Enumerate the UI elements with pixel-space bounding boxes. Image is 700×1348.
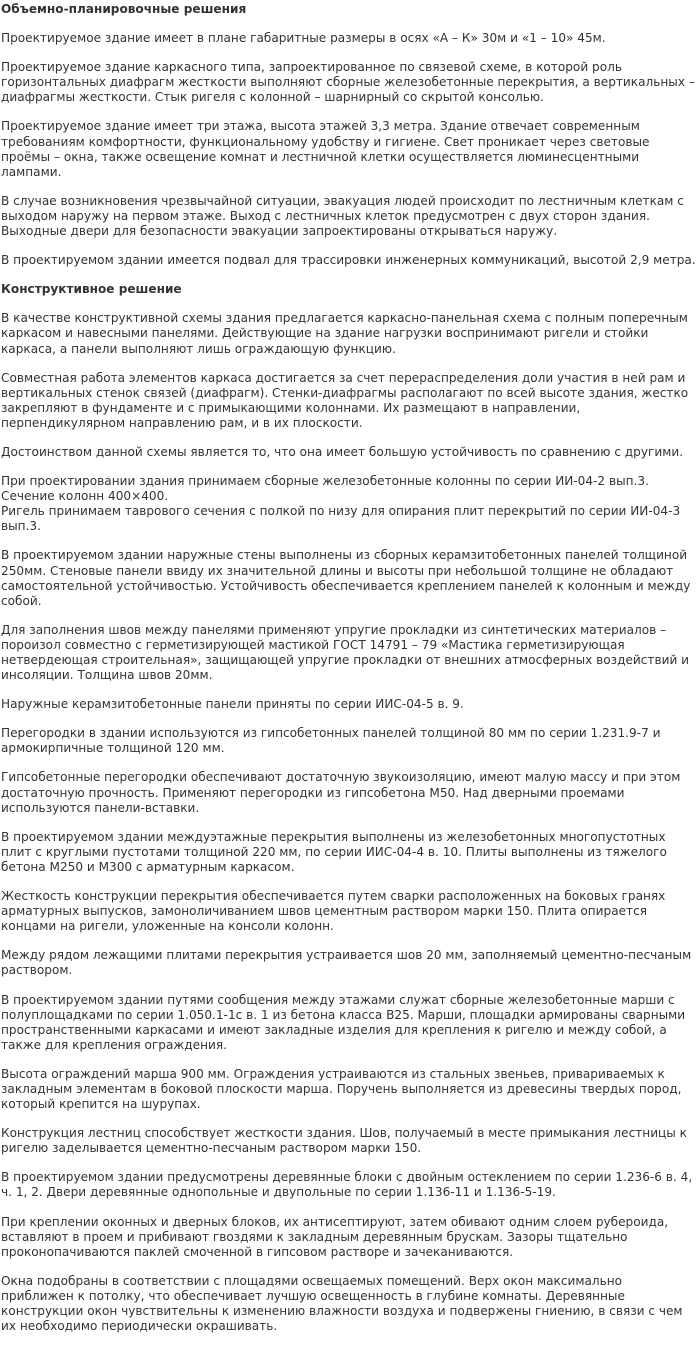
paragraph: В качестве конструктивной схемы здания предлагается каркасно-панельная схема с полным поперечным каркасом и навесными панелями. Действующие на здание нагрузки воспринимают ригели и стойки каркаса, а панели выполняют лишь ограждающую функцию.: [1, 311, 688, 356]
paragraph: Наружные керамзитобетонные панели приняты по серии ИИС-04-5 в. 9.: [1, 697, 464, 712]
paragraph: Окна подобраны в соответствии с площадями освещаемых помещений. Верх окон максимально приближен к потолку, что обеспечивает лучшую освещенность в глубине комнаты. Деревянные конструкции окон чувствительны к изменению влажности воздуха и подвержены гниению, в связи с чем их необходимо периодически окрашивать.: [1, 1273, 683, 1334]
paragraph: В проектируемом здании путями сообщения между этажами служат сборные железобетонные марши с полуплощадками по серии 1.050.1-1с в. 1 из бетона класса В25. Марши, площадки армированы сварными пространственными каркасами и имеют закладные изделия для крепления к ригелю и между собой, а также для крепления ограждения.: [1, 992, 686, 1052]
paragraph: Гипсобетонные перегородки обеспечивают достаточную звукоизоляцию, имеют малую массу и при этом достаточную прочность. Применяют перегородки из гипсобетона М50. Над дверными проемами используются панели-вставки.: [1, 770, 681, 815]
paragraph: Проектируемое здание имеет в плане габаритные размеры в осях «А – К» 30м и «1 – 10» 45м.: [1, 31, 606, 46]
paragraph: Между рядом лежащими плитами перекрытия устраивается шов 20 мм, заполняемый цементно-песчаным раствором.: [1, 948, 692, 978]
section-heading-structure: Конструктивное решение: [1, 282, 182, 297]
paragraph: Достоинством данной схемы является то, что она имеет большую устойчивость по сравнению с другими.: [1, 444, 684, 459]
paragraph: Перегородки в здании используются из гипсобетонных панелей толщиной 80 мм по серии 1.231.9-7 и армокирпичные толщиной 120 мм.: [1, 726, 661, 756]
paragraph: Проектируемое здание имеет три этажа, высота этажей 3,3 метра. Здание отвечает современным требованиям комфортности, функциональному удобству и гигиене. Свет проникает через световые проёмы – окна, также освещение комнат и лестничной клетки осуществляется люминесцентными лампами.: [1, 119, 650, 179]
paragraph: Проектируемое здание каркасного типа, запроектированное по связевой схеме, в которой роль горизонтальных диафрагм жесткости выполняют сборные железобетонные перекрытия, а вертикальных – диафрагмы жесткости. Стык ригеля с колонной – шарнирный со скрытой консолью.: [1, 60, 695, 105]
paragraph: Конструкция лестниц способствует жесткости здания. Шов, получаемый в месте примыкания лестницы к ригелю заделывается цементно-песчаным раствором марки 150.: [1, 1126, 687, 1156]
paragraph: В случае возникновения чрезвычайной ситуации, эвакуация людей происходит по лестничным клеткам с выходом наружу на первом этаже. Выход с лестничных клеток предусмотрен с двух сторон здания. Выходные двери для безопасности эвакуации запроектированы открываться наружу.: [1, 193, 684, 239]
paragraph: Высота ограждений марша 900 мм. Ограждения устраиваются из стальных звеньев, привариваемых к закладным элементам в боковой плоскости марша. Поручень выполняется из древесины твердых пород, который крепится на шурупах.: [1, 1066, 682, 1112]
paragraph: При креплении оконных и дверных блоков, их антисептируют, затем обивают одним слоем рубероида, вставляют в проем и прибивают гвоздями к закладным деревянным брускам. Зазоры тщательно проконопачиваются паклей смоченной в гипсовом растворе и зачеканиваются.: [1, 1214, 669, 1259]
paragraph: В проектируемом здании междуэтажные перекрытия выполнены из железобетонных многопустотных плит с круглыми пустотами толщиной 220 мм, по серии ИИС-04-4 в. 10. Плиты выполнены из тяжелого бетона М250 и М300 с арматурным каркасом.: [1, 829, 667, 874]
paragraph: В проектируемом здании наружные стены выполнены из сборных керамзитобетонных панелей толщиной 250мм. Стеновые панели ввиду их значительной длины и высоты при небольшой толщине не обладают самостоятельной устойчивостью. Устойчивость обеспечивается креплением панелей к колонным и между собой.: [1, 548, 691, 608]
paragraph: Жесткость конструкции перекрытия обеспечивается путем сварки расположенных на боковых гранях арматурных выпусков, замоноличиванием швов цементным раствором марки 150. Плита опирается концами на ригели, уложенные на консоли колонн.: [1, 889, 666, 934]
paragraph: В проектируемом здании предусмотрены деревянные блоки с двойным остеклением по серии 1.236-6 в. 4, ч. 1, 2. Двери деревянные однопольные и двупольные по серии 1.136-11 и 1.136-5-19.: [1, 1170, 693, 1200]
paragraph: Совместная работа элементов каркаса достигается за счет перераспределения доли участия в ней рам и вертикальных стенок связей (диафрагм). Стенки-диафрагмы располагают по всей высоте здания, жестко закрепляют в фундаменте и с примыкающими колоннами. Их размещают в направлении, перпендикулярном направлению рам, и в их плоскости.: [1, 370, 689, 430]
section-heading-layout: Объемно-планировочные решения: [1, 2, 247, 16]
paragraph: При проектировании здания принимаем сборные железобетонные колонны по серии ИИ-04-2 вып.3. Сечение колонн 400×400. Ригель принимаем таврового сечения с полкой по низу для опирания плит перекрытий по серии ИИ-04-3 вып.3.: [1, 474, 681, 534]
paragraph: Для заполнения швов между панелями применяют упругие прокладки из синтетических материалов – пороизол совместно с герметизирующей мастикой ГОСТ 14791 – 79 «Мастика герметизирующая нетвердеющая строительная», защищающей упругие прокладки от внешних атмосферных воздействий и инсоляции. Толщина швов 20мм.: [1, 622, 690, 683]
paragraph: В проектируемом здании имеется подвал для трассировки инженерных коммуникаций, высотой 2,9 метра.: [1, 253, 696, 268]
